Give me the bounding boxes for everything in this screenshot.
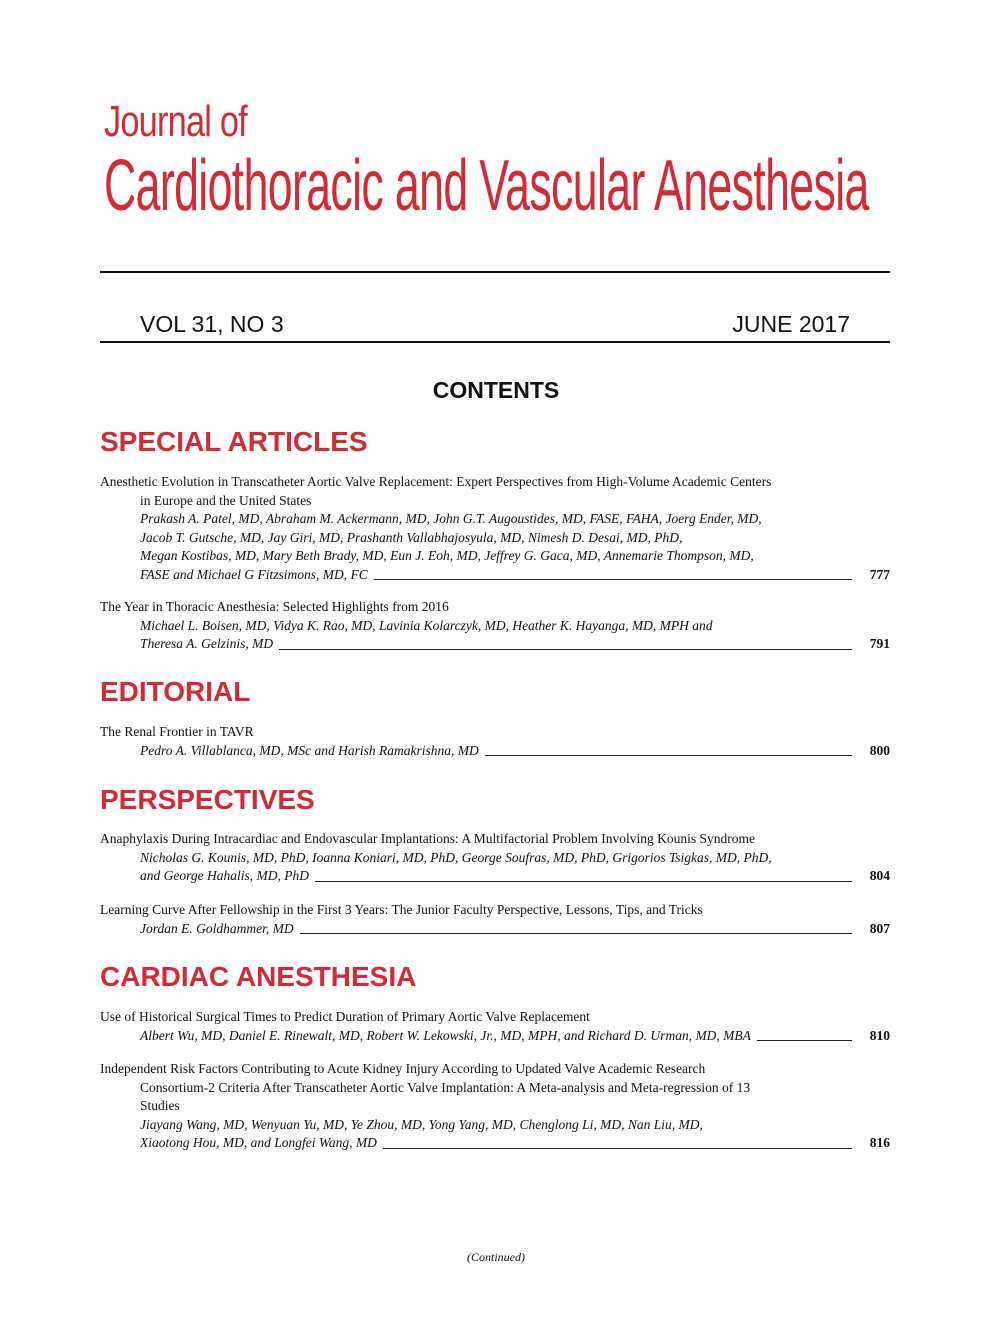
entry-authors: FASE and Michael G Fitzsimons, MD, FC <box>140 566 368 582</box>
toc-entry[interactable] <box>100 1060 890 1153</box>
dot-leader <box>315 881 852 882</box>
entry-title: Use of Historical Surgical Times to Predict Duration of Primary Aortic Valve Replacement <box>100 1009 590 1024</box>
section-heading-editorial: EDITORIAL <box>100 676 251 707</box>
toc-entry[interactable] <box>100 473 890 584</box>
section-heading-special-articles: SPECIAL ARTICLES <box>100 426 368 457</box>
entry-authors: and George Hahalis, MD, PhD <box>140 868 309 883</box>
page-number[interactable]: 804 <box>869 868 890 883</box>
entry-authors: Prakash A. Patel, MD, Abraham M. Ackermann, MD, John G.T. Augoustides, MD, FASE, FAHA, Joerg Ender, MD, <box>140 511 762 526</box>
toc-entry[interactable] <box>100 598 890 654</box>
entry-authors: Jordan E. Goldhammer, MD <box>140 920 294 936</box>
toc-entry[interactable] <box>100 830 890 886</box>
dot-leader <box>383 1148 852 1149</box>
entry-authors: Megan Kostibas, MD, Mary Beth Brady, MD, Eun J. Eoh, MD, Jeffrey G. Gaca, MD, Annemarie Thompson, MD, <box>140 548 754 563</box>
dot-leader <box>485 755 852 756</box>
entry-authors: Pedro A. Villablanca, MD, MSc and Harish Ramakrishna, MD <box>140 742 479 758</box>
dot-leader <box>374 579 852 580</box>
dot-leader <box>757 1040 852 1041</box>
toc-entry[interactable] <box>100 901 890 938</box>
entry-authors: Xiaotong Hou, MD, and Longfei Wang, MD <box>140 1135 377 1150</box>
page-number[interactable]: 800 <box>869 742 890 758</box>
entry-authors: Michael L. Boisen, MD, Vidya K. Rao, MD, Lavinia Kolarczyk, MD, Heather K. Hayanga, MD, MPH and <box>140 617 713 633</box>
entry-authors: Nicholas G. Kounis, MD, PhD, Ioanna Koniari, MD, PhD, George Soufras, MD, PhD, Grigorios Tsigkas, MD, PhD, <box>140 849 772 865</box>
entry-authors: Jiayang Wang, MD, Wenyuan Yu, MD, Ye Zhou, MD, Yong Yang, MD, Chenglong Li, MD, Nan Liu, MD, <box>140 1116 703 1132</box>
page-number[interactable]: 777 <box>869 566 890 582</box>
volume-number: VOL 31, NO 3 <box>140 311 284 337</box>
journal-of-text: Journal of <box>104 97 247 146</box>
issue-date: JUNE 2017 <box>732 311 850 337</box>
entry-title: Consortium-2 Criteria After Transcatheter Aortic Valve Implantation: A Meta-analysis and Meta-regression of 13 <box>140 1079 751 1095</box>
entry-title: Studies <box>140 1098 180 1113</box>
section-heading-perspectives: PERSPECTIVES <box>100 784 315 815</box>
masthead-rule-bottom <box>100 341 890 343</box>
page-number[interactable]: 791 <box>869 636 890 651</box>
toc-entry[interactable] <box>100 1008 890 1045</box>
page-number[interactable]: 816 <box>869 1135 890 1150</box>
entry-authors: Theresa A. Gelzinis, MD <box>140 636 274 651</box>
entry-authors: Jacob T. Gutsche, MD, Jay Giri, MD, Prashanth Vallabhajosyula, MD, Nimesh D. Desai, MD, PhD, <box>140 529 683 545</box>
entry-title: Learning Curve After Fellowship in the First 3 Years: The Junior Faculty Perspective, Lessons, Tips, and Tricks <box>100 902 703 917</box>
masthead-rule-top <box>100 271 890 273</box>
entry-authors: Albert Wu, MD, Daniel E. Rinewalt, MD, Robert W. Lekowski, Jr., MD, MPH, and Richard D. Urman, MD, MBA <box>140 1027 751 1043</box>
toc-entry[interactable] <box>100 723 890 760</box>
page-number[interactable]: 807 <box>869 920 890 936</box>
entry-title: Anesthetic Evolution in Transcatheter Aortic Valve Replacement: Expert Perspectives from High-Volume Academic Centers <box>100 474 772 489</box>
journal-title: Cardiothoracic and Vascular Anesthesia <box>104 146 869 226</box>
entry-title: Anaphylaxis During Intracardiac and Endovascular Implantations: A Multifactorial Problem Involving Kounis Syndrome <box>100 831 755 846</box>
contents-heading: CONTENTS <box>432 377 560 403</box>
entry-title: in Europe and the United States <box>140 492 312 508</box>
entry-title: The Year in Thoracic Anesthesia: Selected Highlights from 2016 <box>100 599 449 614</box>
dot-leader <box>279 649 852 650</box>
section-heading-cardiac-anesthesia: CARDIAC ANESTHESIA <box>100 961 417 992</box>
continued-note: (Continued) <box>467 1250 525 1264</box>
entry-title: The Renal Frontier in TAVR <box>100 724 254 739</box>
page-number[interactable]: 810 <box>869 1027 890 1043</box>
dot-leader <box>300 933 852 934</box>
entry-title: Independent Risk Factors Contributing to Acute Kidney Injury According to Updated Valve Academic Research <box>100 1061 706 1076</box>
